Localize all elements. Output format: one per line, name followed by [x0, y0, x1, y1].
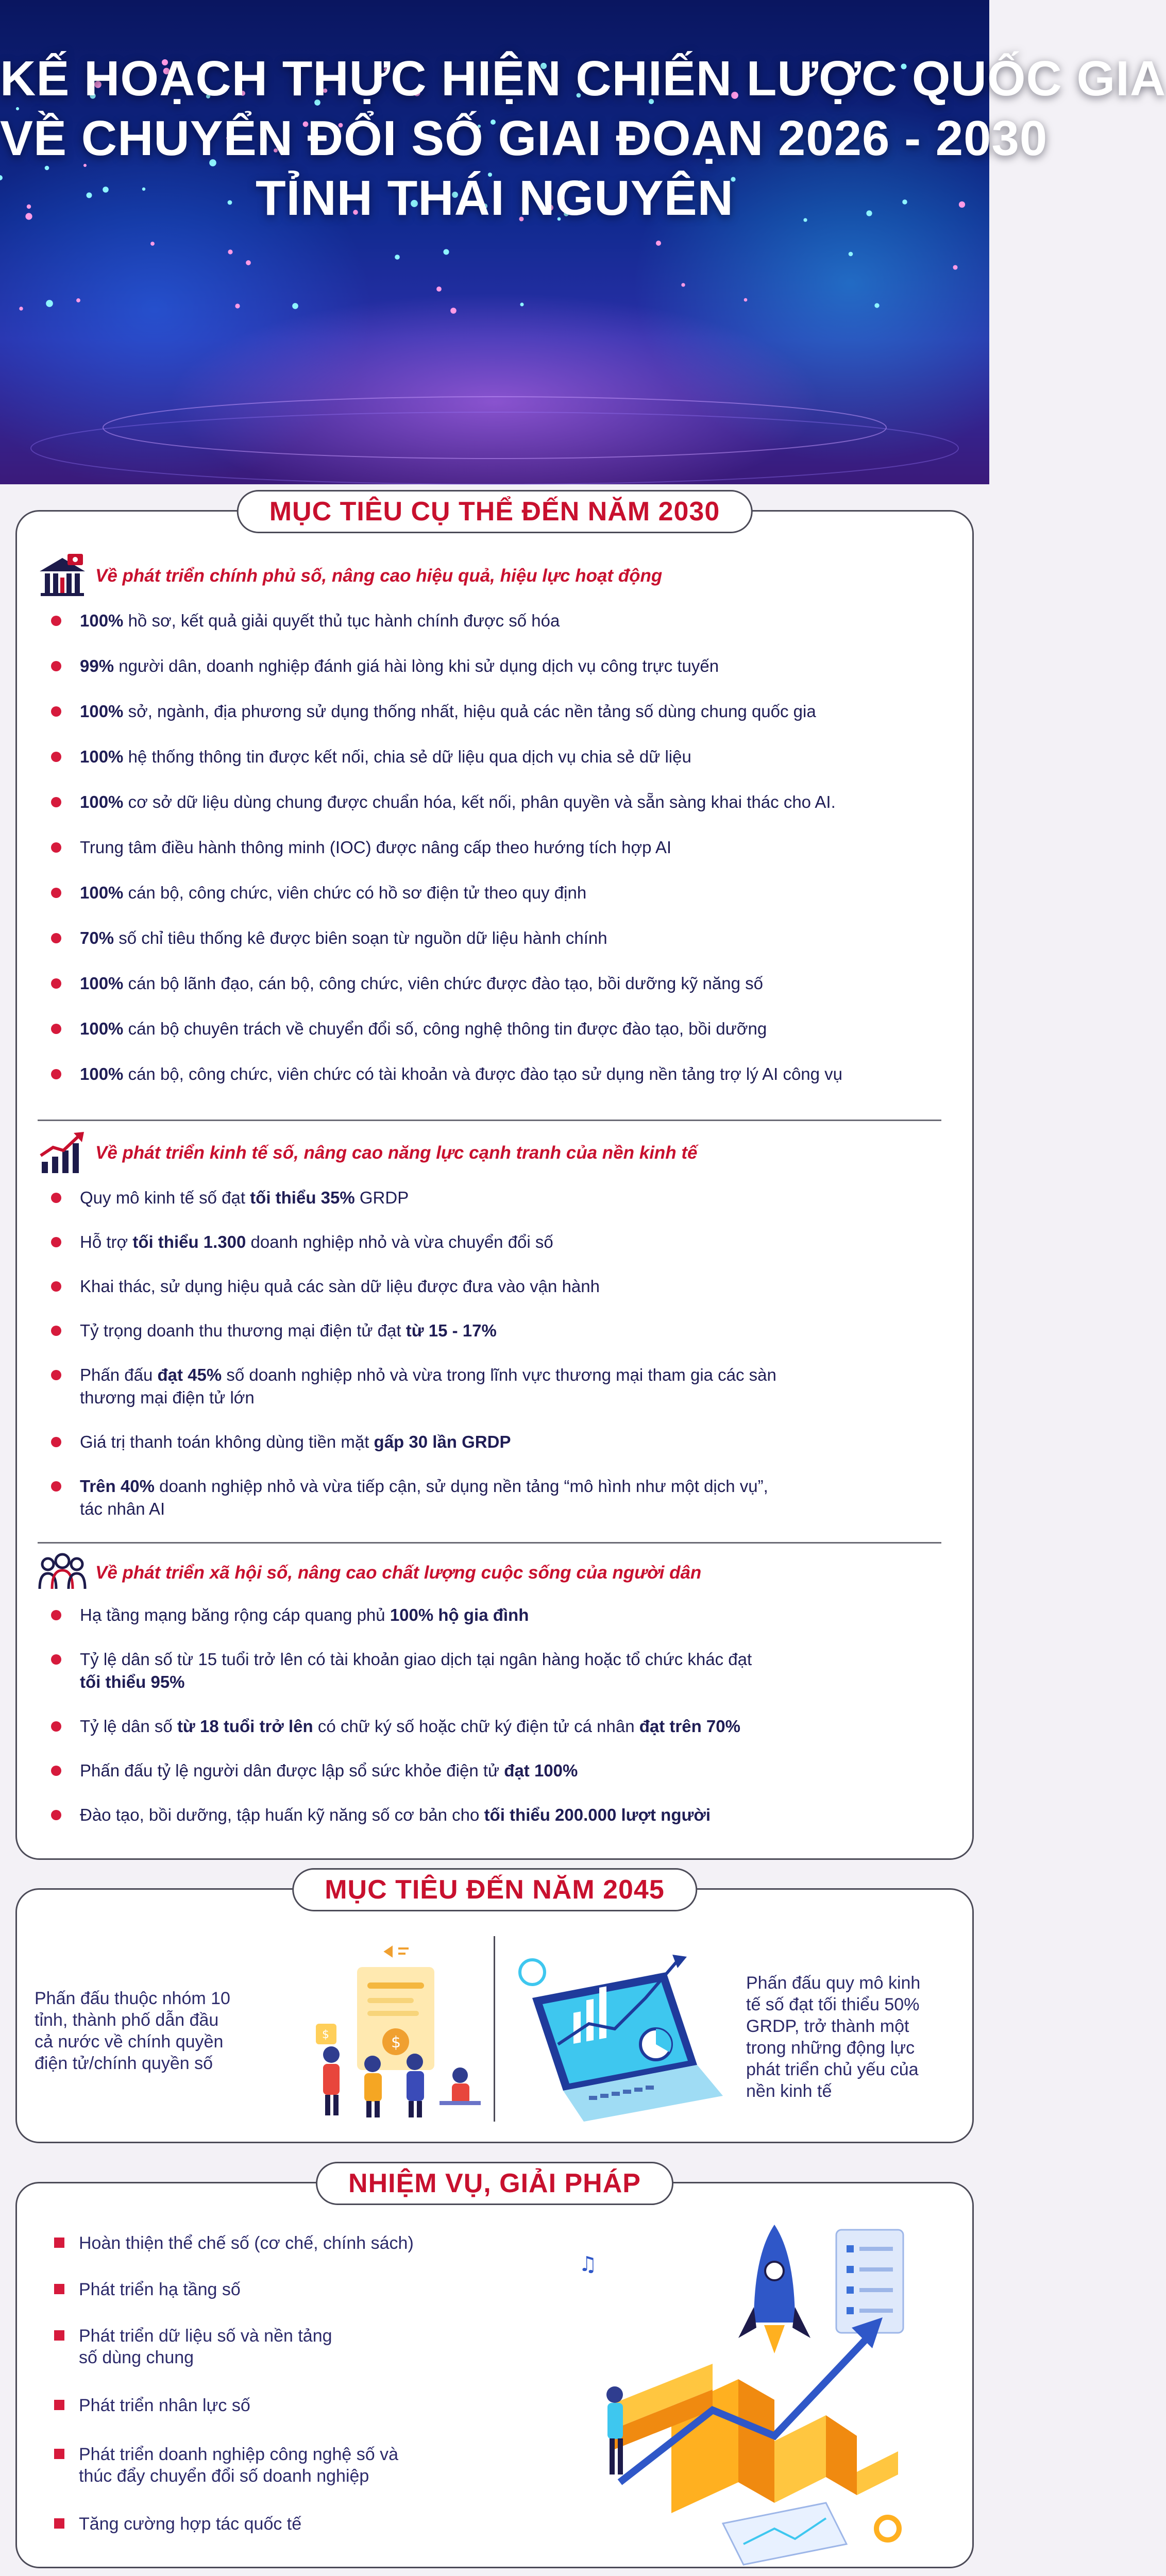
svg-text:$: $ [391, 2033, 401, 2052]
list-item: Giá trị thanh toán không dùng tiền mặt gấp 30 lần GRDP [38, 1431, 952, 1453]
list-item: Tỷ lệ dân số từ 18 tuổi trở lên có chữ ký số hoặc chữ ký điện tử cá nhân đạt trên 70% [38, 1715, 952, 1738]
title-line-3: TỈNH THÁI NGUYÊN [256, 171, 734, 226]
light-dot [849, 252, 853, 257]
target-2045-left-text [35, 1988, 282, 2074]
list-item: 100% hệ thống thông tin được kết nối, chia sẻ dữ liệu qua dịch vụ chia sẻ dữ liệu [38, 745, 952, 768]
list-item: Trên 40% doanh nghiệp nhỏ và vừa tiếp cận, sử dụng nền tảng “mô hình như một dịch vụ”, tác nhân AI [38, 1475, 952, 1520]
list-item: 100% sở, ngành, địa phương sử dụng thống nhất, hiệu quả các nền tảng số dùng chung quốc gia [38, 700, 952, 723]
divider [38, 1542, 941, 1544]
light-dot [436, 286, 442, 292]
people-group-icon [38, 1550, 87, 1596]
light-dot [246, 260, 251, 265]
text-line: tỉnh, thành phố dẫn đầu [35, 2010, 219, 2030]
light-dot [656, 241, 661, 246]
section-title-2045: MỤC TIÊU ĐẾN NĂM 2045 [292, 1868, 697, 1911]
list-item: 100% cán bộ lãnh đạo, cán bộ, công chức, viên chức được đào tạo, bồi dưỡng kỹ năng số [38, 972, 952, 995]
group-digital-economy-header [38, 1130, 698, 1176]
light-dot [681, 283, 685, 286]
group-digital-society-title: Về phát triển xã hội số, nâng cao chất lượng cuộc sống của người dân [95, 1563, 702, 1583]
divider [38, 1120, 941, 1121]
list-item: 99% người dân, doanh nghiệp đánh giá hài lòng khi sử dụng dịch vụ công trực tuyến [38, 655, 952, 677]
title-line-2: VỀ CHUYỂN ĐỔI SỐ GIAI ĐOẠN 2026 - 2030 [0, 111, 1048, 166]
task-item [79, 2325, 543, 2368]
list-item: Đào tạo, bồi dưỡng, tập huấn kỹ năng số cơ bản cho tối thiểu 200.000 lượt người [38, 1804, 952, 1826]
task-text: Phát triển dữ liệu số và nền tảng [79, 2326, 332, 2346]
task-text: Tăng cường hợp tác quốc tế [79, 2514, 302, 2534]
task-item [79, 2232, 543, 2254]
group-digital-government-header [38, 553, 662, 599]
team-document-illustration [295, 1946, 491, 2122]
light-dot [292, 303, 298, 309]
light-dot [235, 303, 240, 308]
text-line: GRDP, trở thành một [746, 2016, 909, 2036]
text-line: phát triển chủ yếu của [746, 2060, 919, 2079]
rocket-growth-illustration [558, 2194, 960, 2565]
text-line: cả nước về chính quyền [35, 2032, 224, 2052]
list-item: Tỷ trọng doanh thu thương mại điện tử đạt từ 15 - 17% [38, 1319, 952, 1342]
text-line: tế số đạt tối thiểu 50% [746, 1995, 920, 2014]
text-line: Phấn đấu thuộc nhóm 10 [35, 1989, 230, 2008]
list-item: 100% cơ sở dữ liệu dùng chung được chuẩn hóa, kết nối, phân quyền và sẵn sàng khai thác cho AI. [38, 791, 952, 814]
group-digital-government-title: Về phát triển chính phủ số, nâng cao hiệu quả, hiệu lực hoạt động [95, 566, 663, 586]
list-item: Trung tâm điều hành thông minh (IOC) được nâng cấp theo hướng tích hợp AI [38, 836, 952, 859]
light-dot [450, 308, 457, 314]
task-item [79, 2513, 543, 2535]
svg-text:$: $ [322, 2028, 329, 2041]
section-targets-2045 [15, 1875, 974, 2143]
task-text: thúc đẩy chuyển đổi số doanh nghiệp [79, 2466, 369, 2486]
light-dot [874, 303, 879, 308]
section-targets-2030 [15, 497, 974, 1860]
task-item [79, 2279, 543, 2300]
title-line-1: KẾ HOẠCH THỰC HIỆN CHIẾN LƯỢC QUỐC GIA [0, 51, 1166, 106]
light-dot [150, 242, 155, 246]
light-dot [395, 255, 400, 260]
text-line: điện tử/chính quyền số [35, 2054, 213, 2073]
page-title [0, 49, 1166, 228]
list-item: Hạ tầng mạng băng rộng cáp quang phủ 100% hộ gia đình [38, 1604, 952, 1626]
group-digital-society-header [38, 1550, 701, 1596]
list-item: 100% cán bộ, công chức, viên chức có tài khoản và được đào tạo sử dụng nền tảng trợ lý AI công vụ [38, 1063, 952, 1086]
list-item: Khai thác, sử dụng hiệu quả các sàn dữ liệu được đưa vào vận hành [38, 1275, 952, 1298]
task-text: Phát triển hạ tầng số [79, 2280, 241, 2299]
light-dot [520, 302, 523, 306]
government-building-icon [38, 553, 87, 599]
list-item: Phấn đấu tỷ lệ người dân được lập sổ sức khỏe điện tử đạt 100% [38, 1759, 952, 1782]
section-title-2030: MỤC TIÊU CỤ THỂ ĐẾN NĂM 2030 [237, 490, 753, 533]
list-item: 100% cán bộ chuyên trách về chuyển đổi số, công nghệ thông tin được đào tạo, bồi dưỡng [38, 1018, 952, 1040]
task-item [79, 2444, 543, 2487]
section-title-tasks: NHIỆM VỤ, GIẢI PHÁP [316, 2162, 673, 2205]
text-line: Phấn đấu quy mô kinh [746, 1973, 921, 1993]
text-line: trong những động lực [746, 2038, 915, 2058]
growth-chart-icon [38, 1130, 87, 1176]
light-dot [443, 249, 449, 255]
list-item: 100% cán bộ, công chức, viên chức có hồ sơ điện tử theo quy định [38, 882, 952, 904]
list-item: Quy mô kinh tế số đạt tối thiểu 35% GRDP [38, 1187, 952, 1209]
list-item: Phấn đấu đạt 45% số doanh nghiệp nhỏ và vừa trong lĩnh vực thương mại tham gia các sàn thương mại điện tử lớn [38, 1364, 952, 1409]
task-text: số dùng chung [79, 2348, 194, 2367]
light-dot [953, 265, 957, 269]
list-item: Hỗ trợ tối thiểu 1.300 doanh nghiệp nhỏ và vừa chuyển đổi số [38, 1231, 952, 1253]
light-dot [744, 298, 748, 302]
target-2045-right-text [746, 1972, 952, 2102]
task-text: Phát triển doanh nghiệp công nghệ số và [79, 2445, 399, 2464]
light-dot [19, 307, 23, 310]
laptop-analytics-illustration [512, 1941, 728, 2127]
light-dot [228, 249, 232, 254]
text-line: nền kinh tế [746, 2081, 832, 2101]
svg-text:♫: ♫ [579, 2252, 597, 2276]
section-tasks-solutions [15, 2168, 974, 2568]
task-item [79, 2395, 543, 2416]
list-item: Tỷ lệ dân số từ 15 tuổi trở lên có tài khoản giao dịch tại ngân hàng hoặc tổ chức khác đạt tối thiểu 95% [38, 1648, 952, 1693]
task-text: Phát triển nhân lực số [79, 2396, 250, 2415]
light-dot [76, 298, 80, 302]
header-banner [0, 0, 1166, 484]
group-digital-economy-title: Về phát triển kinh tế số, nâng cao năng lực cạnh tranh của nền kinh tế [95, 1143, 698, 1163]
list-item: 70% số chỉ tiêu thống kê được biên soạn từ nguồn dữ liệu hành chính [38, 927, 952, 950]
task-text: Hoàn thiện thể chế số (cơ chế, chính sách) [79, 2233, 414, 2253]
vertical-divider [494, 1936, 495, 2122]
list-item: 100% hồ sơ, kết quả giải quyết thủ tục hành chính được số hóa [38, 609, 952, 632]
